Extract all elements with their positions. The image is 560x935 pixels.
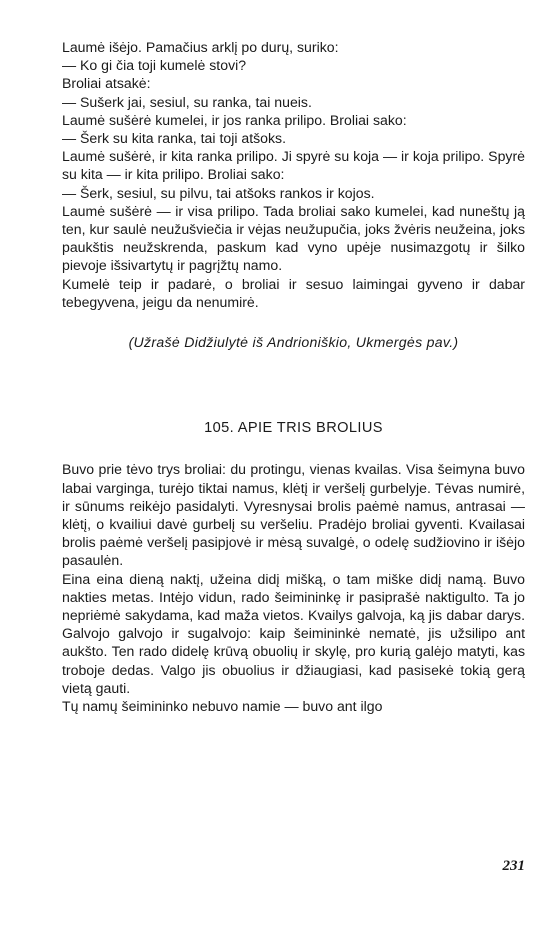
story-heading: 105. APIE TRIS BROLIUS xyxy=(204,420,383,437)
paragraph: Tų namų šeimininko nebuvo namie — buvo ant ilgo xyxy=(62,698,383,715)
paragraph: Laumė sušėrė, ir kita ranka prilipo. Ji spyrė su koja — ir koja prilipo. Spyrė su kita — ir kita prilipo. Broliai sako: xyxy=(62,148,525,183)
source-note: (Užrašė Didžiulytė iš Andrioniškio, Ukmergės pav.) xyxy=(128,334,459,351)
page-number: 231 xyxy=(502,858,525,874)
paragraph: Laumė sušėrė kumelei, ir jos ranka prilipo. Broliai sako: xyxy=(62,111,407,128)
paragraph: Kumelė teip ir padarė, o broliai ir sesuo laimingai gyveno ir dabar tebegyvena, jeigu da nenumirė. xyxy=(62,275,525,310)
book-page xyxy=(62,38,525,715)
dialogue-line: — Šerk, sesiul, su pilvu, tai atšoks rankos ir kojos. xyxy=(62,184,375,201)
paragraph: Laumė išėjo. Pamačius arklį po durų, suriko: xyxy=(62,39,339,55)
dialogue-line: — Sušerk jai, sesiul, su ranka, tai nueis. xyxy=(62,93,312,110)
paragraph: Broliai atsakė: xyxy=(62,75,151,92)
paragraph: Laumė sušėrė — ir visa prilipo. Tada broliai sako kumelei, kad nuneštų ją ten, kur saulė neužušviečia ir vėjas neužupučia, joks žvėris neužeina, joks paukštis neužskrenda, paskum kad vyno upėje nusimazgotų ir šilko pievoje išsivartytų ir pagrįžtų namo. xyxy=(62,202,525,274)
story-body xyxy=(62,460,525,715)
dialogue-line: — Šerk su kita ranka, tai toji atšoks. xyxy=(62,130,287,147)
dialogue-line: — Ko gi čia toji kumelė stovi? xyxy=(62,57,247,74)
paragraph: Buvo prie tėvo trys broliai: du protingu, vienas kvailas. Visa šeimyna buvo labai varginga, turėjo tiktai namus, klėtį ir veršelį gurbelyje. Tėvas numirė, ir sūnums reikėjo pasidalyti. Vyresnysai brolis paėmė namus, antrasai — klėtį, o kvailiui davė gurbelį su veršeliu. Pradėjo broliai gyventi. Kvailasai brolis paėmė veršelį pasipjovė ir mėsą suvalgė, o odelę sudžiovino ir išėjo pasaulėn. xyxy=(62,461,525,569)
paragraph: Eina eina dieną naktį, užeina didį mišką, o tam miške didį namą. Buvo nakties metas. Intėjo vidun, rado šeimininkę ir pasiprašė naktigulto. Ta jo nepriėmė sakydama, kad maža vietos. Kvailys galvoja, ką jis dabar darys. Galvojo galvojo ir sugalvojo: kaip šeimininkė nematė, jis užsilipo ant aukšto. Ten rado didelę krūvą obuolių ir skylę, pro kurią galėjo matyti, kas troboje dedas. Valgo jis obuolius ir džiaugiasi, kad pasisekė tokią gerą vietą gauti. xyxy=(62,570,525,696)
